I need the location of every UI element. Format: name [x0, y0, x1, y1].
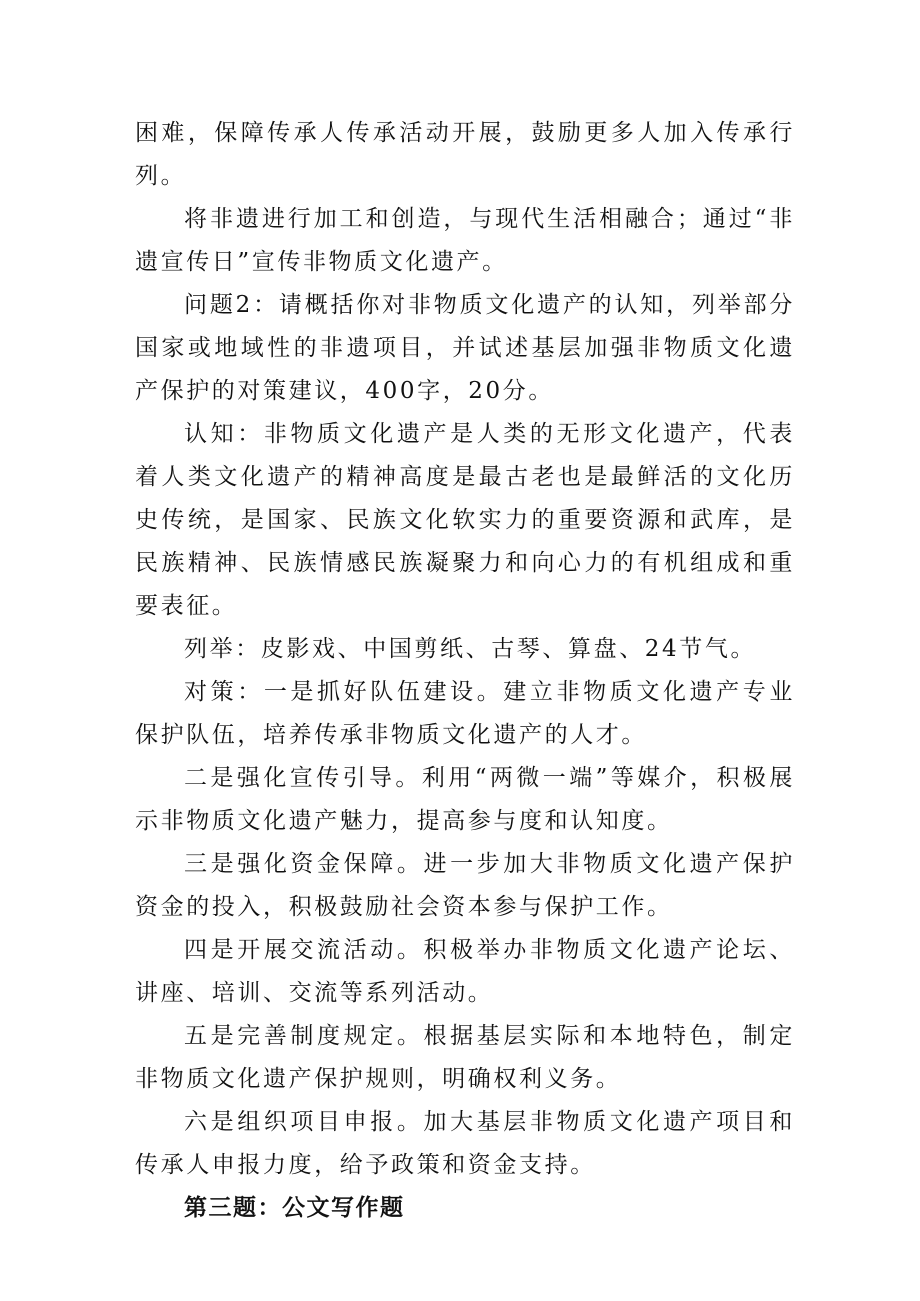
paragraph-measure-1: 对策：一是抓好队伍建设。建立非物质文化遗产专业保护队伍，培养传承非物质文化遗产的人才。	[135, 679, 795, 748]
paragraph-cognition: 认知：非物质文化遗产是人类的无形文化遗产，代表着人类文化遗产的精神高度是最古老也是最鲜活的文化历史传统，是国家、民族文化软实力的重要资源和武库，是民族精神、民族情感民族凝聚力和向心力的有机组成和重要表征。	[135, 421, 795, 619]
paragraph-measure-2: 二是强化宣传引导。利用“两微一端”等媒介，积极展示非物质文化遗产魅力，提高参与度和认知度。	[135, 765, 795, 834]
paragraph-question-2: 问题2：请概括你对非物质文化遗产的认知，列举部分国家或地域性的非遗项目，并试述基层加强非物质文化遗产保护的对策建议，400字，20分。	[135, 292, 795, 404]
paragraph-measure-6: 六是组织项目申报。加大基层非物质文化遗产项目和传承人申报力度，给予政策和资金支持。	[135, 1109, 795, 1178]
document-body	[135, 112, 795, 1230]
section-heading: 第三题：公文写作题	[184, 1195, 405, 1221]
paragraph-measure-5: 五是完善制度规定。根据基层实际和本地特色，制定非物质文化遗产保护规则，明确权利义务。	[135, 1023, 795, 1092]
paragraph-continuation: 困难，保障传承人传承活动开展，鼓励更多人加入传承行列。	[135, 120, 795, 189]
paragraph-innovation: 将非遗进行加工和创造，与现代生活相融合；通过“非遗宣传日”宣传非物质文化遗产。	[135, 206, 795, 275]
paragraph-examples: 列举：皮影戏、中国剪纸、古琴、算盘、24节气。	[184, 636, 757, 662]
paragraph-measure-4: 四是开展交流活动。积极举办非物质文化遗产论坛、讲座、培训、交流等系列活动。	[135, 937, 795, 1006]
paragraph-measure-3: 三是强化资金保障。进一步加大非物质文化遗产保护资金的投入，积极鼓励社会资本参与保护工作。	[135, 851, 795, 920]
